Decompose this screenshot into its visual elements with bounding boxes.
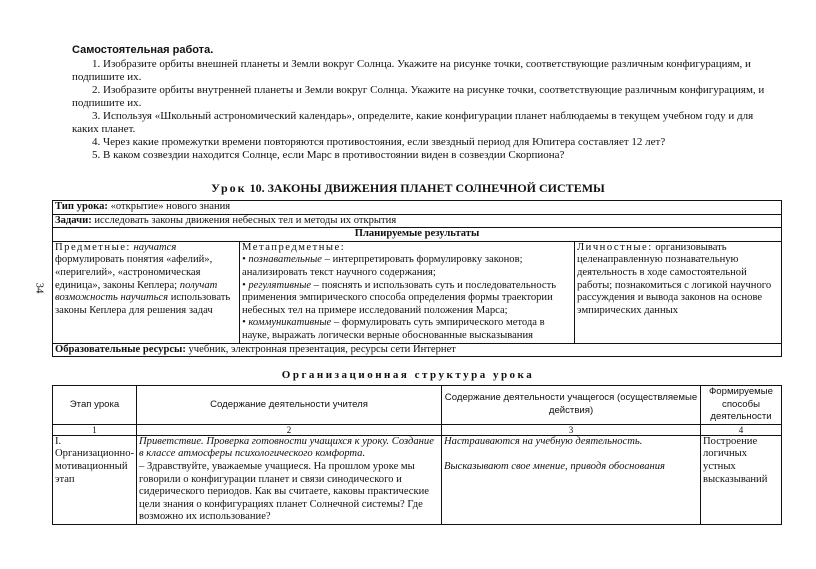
independent-heading: Самостоятельная работа. xyxy=(72,44,214,56)
col-number: 4 xyxy=(701,424,782,435)
col-number: 3 xyxy=(442,424,701,435)
col-teacher-header: Содержание деятельности учителя xyxy=(137,386,442,425)
lesson-type-row: Тип урока: «открытие» нового знания xyxy=(53,201,782,215)
col-skills-header: Формируемые способы деятельности xyxy=(701,386,782,425)
teacher-cell: Приветствие. Проверка готовности учащихся к уроку. Создание в классе атмосферы психологического комфорта. – Здравствуйте, уважаемые учащиеся. На прошлом уроке мы говорили о конфигурации планет и связи синодического и сидерического периодов. Как вы считаете, каковы практические цели знания о конфигурациях планет Солнечной системы? Где возможно их использование? xyxy=(137,435,442,524)
lesson-name: 10. ЗАКОНЫ ДВИЖЕНИЯ ПЛАНЕТ СОЛНЕЧНОЙ СИСТЕМЫ xyxy=(249,181,605,195)
col-number: 1 xyxy=(53,424,137,435)
task-1: 1. Изобразите орбиты внешней планеты и Земли вокруг Солнца. Укажите на рисунке точки, соответствующие различным конфигурациям, и подпишите их. xyxy=(72,58,751,83)
org-structure-title: Организационная структура урока xyxy=(281,369,535,381)
col-student-header: Содержание деятельности учащегося (осуществляемые действия) xyxy=(442,386,701,425)
skills-cell: Построение логичных устных высказываний xyxy=(701,435,782,524)
task-2: 2. Изобразите орбиты внутренней планеты и Земли вокруг Солнца. Укажите на рисунке точки, соответствующие различным конфигурациям, и подпишите их. xyxy=(72,84,765,109)
task-3: 3. Используя «Школьный астрономический календарь», определите, какие конфигурации планет наблюдаемы в текущем учебном году и для каких планет. xyxy=(72,110,754,135)
lesson-tasks-row: Задачи: исследовать законы движения небесных тел и методы их открытия xyxy=(53,214,782,228)
page-number: 34 xyxy=(33,282,46,294)
task-5: 5. В каком созвездии находится Солнце, если Марс в противостоянии виден в созвездии Скорпиона? xyxy=(92,149,565,161)
lesson-title xyxy=(0,181,816,196)
subject-results: Предметные: научатся формулировать понятия «афелий», «перигелий», «астрономическая единица», законы Кеплера; получат возможность научиться использовать законы Кеплера для решения задач xyxy=(53,241,240,343)
lesson-info-table xyxy=(52,200,782,357)
stage-cell: I. Организационно-мотивационный этап xyxy=(53,435,137,524)
resources-row: Образовательные ресурсы: учебник, электронная презентация, ресурсы сети Интернет xyxy=(53,343,782,357)
planned-results-header: Планируемые результаты xyxy=(53,228,782,242)
personal-results: Личностные: организовывать целенаправленную познавательную деятельность в ходе самостоятельной работы; познакомиться с логикой научного рассуждения и вывода законов на основе эмпирических данных xyxy=(575,241,782,343)
task-4: 4. Через какие промежутки времени повторяются противостояния, если звездный период для Юпитера составляет 12 лет? xyxy=(92,136,666,148)
col-stage-header: Этап урока xyxy=(53,386,137,425)
meta-results: Метапредметные: • познавательные – интерпретировать формулировку законов; анализировать текст научного содержания; • регулятивные – пояснять и использовать суть и последовательность применения эмпирического способа определения формы траектории небесных тел на примере исследований положения Марса; • коммуникативные – формулировать суть эмпирического метода в науке, выражать логически верные обоснованные высказывания xyxy=(240,241,575,343)
student-cell: Настраиваются на учебную деятельность. Высказывают свое мнение, приводя обоснования xyxy=(442,435,701,524)
independent-work xyxy=(72,44,782,162)
org-structure-table xyxy=(52,385,782,525)
lesson-prefix: Урок xyxy=(211,181,247,195)
col-number: 2 xyxy=(137,424,442,435)
